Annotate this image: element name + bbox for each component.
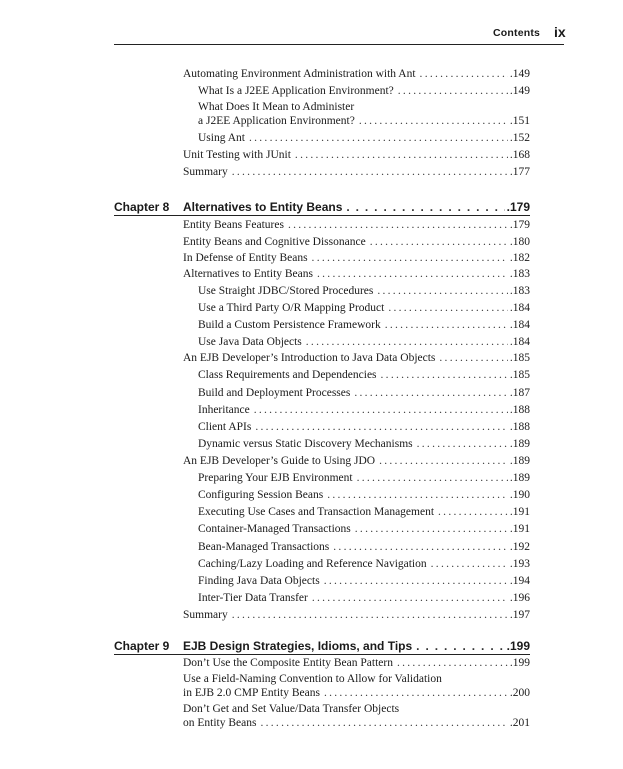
header-rule [114,44,564,45]
toc-entry: Inheritance . . . .188 [198,403,530,417]
toc-entry-line1: Don’t Get and Set Value/Data Transfer Objects [183,703,400,715]
toc-entry: What Is a J2EE Application Environment? . . . .149 [198,84,530,98]
toc-entry: on Entity Beans . . . .201 [183,716,530,730]
toc-entry: Summary . . . .197 [183,608,530,622]
toc-entry: Unit Testing with JUnit . . . .168 [183,148,530,162]
toc-entry: Bean-Managed Transactions . . . .192 [198,540,530,554]
toc-entry-line1: What Does It Mean to Administer [198,101,355,113]
toc-entry: Don’t Use the Composite Entity Bean Pattern . . . .199 [183,656,530,670]
toc-entry: Caching/Lazy Loading and Reference Navigation . . . .193 [198,557,530,571]
toc-entry: Automating Environment Administration with Ant . . . .149 [183,67,530,81]
toc-entry: Build and Deployment Processes . . . .187 [198,386,530,400]
toc-entry: Use a Third Party O/R Mapping Product . . . .184 [198,301,530,315]
toc-entry: Using Ant . . . .152 [198,131,530,145]
toc-entry: Entity Beans and Cognitive Dissonance . . . .180 [183,235,530,249]
toc-entry: Use Java Data Objects . . . .184 [198,335,530,349]
page-number: ix [554,24,566,40]
toc-entry: in EJB 2.0 CMP Entity Beans . . . .200 [183,686,530,700]
toc-entry: An EJB Developer’s Introduction to Java Data Objects . . . .185 [183,351,530,365]
toc-entry: Client APIs . . . .188 [198,420,530,434]
chapter-9-heading: EJB Design Strategies, Idioms, and Tips . . . .199 [183,639,530,653]
toc-entry: Class Requirements and Dependencies . . . .185 [198,368,530,382]
toc-entry: An EJB Developer’s Guide to Using JDO . . . .189 [183,454,530,468]
toc-entry-line1: Use a Field-Naming Convention to Allow for Validation [183,673,442,685]
toc-entry: Use Straight JDBC/Stored Procedures . . . .183 [198,284,530,298]
running-header-title: Contents [493,27,541,39]
chapter-8-rule [114,215,530,216]
toc-entry: In Defense of Entity Beans . . . .182 [183,251,530,265]
chapter-9-rule [114,654,530,655]
toc-entry: Inter-Tier Data Transfer . . . .196 [198,591,530,605]
page-header [0,0,623,50]
toc-entry: Dynamic versus Static Discovery Mechanisms . . . .189 [198,437,530,451]
toc-entry: a J2EE Application Environment? . . . .151 [198,114,530,128]
chapter-9-label: Chapter 9 [114,639,170,653]
chapter-8-heading: Alternatives to Entity Beans . . . .179 [183,200,530,214]
toc-entry: Configuring Session Beans . . . .190 [198,488,530,502]
toc-entry: Finding Java Data Objects . . . .194 [198,574,530,588]
toc-entry: Entity Beans Features . . . .179 [183,218,530,232]
toc-entry: Executing Use Cases and Transaction Management . . . .191 [198,505,530,519]
chapter-8-label: Chapter 8 [114,200,170,214]
toc-entry: Container-Managed Transactions . . . .191 [198,522,530,536]
toc-entry: Alternatives to Entity Beans . . . .183 [183,267,530,281]
toc-entry: Build a Custom Persistence Framework . . . .184 [198,318,530,332]
toc-entry: Summary . . . .177 [183,165,530,179]
toc-entry: Preparing Your EJB Environment . . . .189 [198,471,530,485]
